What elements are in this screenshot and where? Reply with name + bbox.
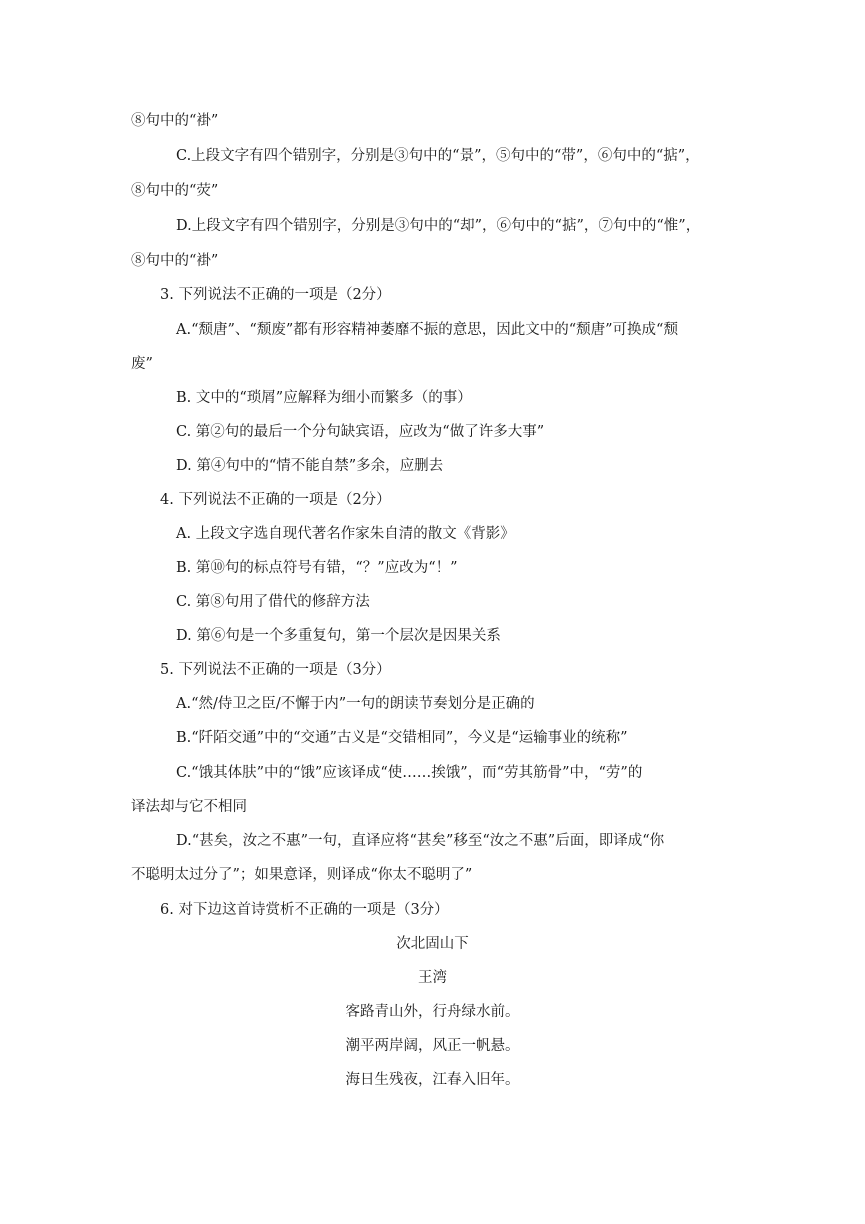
q5-option-c-line2: 译法却与它不相同 [131,799,247,815]
poem-verse: 客路青山外，行舟绿水前。 [345,1004,520,1020]
q5-option-a: A.“然/侍卫之臣/不懈于内”一句的朗读节奏划分是正确的 [176,696,535,712]
q4-option-c: C. 第⑧句用了借代的修辞方法 [176,594,370,610]
poem-author: 王湾 [418,970,447,986]
option-b-continuation: ⑧句中的“褂” [131,113,219,129]
q5-option-d-line1: D.“甚矣，汝之不惠”一句，直译应将“甚矣”移至“汝之不惠”后面，即译成“你 [176,833,665,849]
poem-title: 次北固山下 [396,936,469,952]
option-d-line2: ⑧句中的“褂” [131,253,219,269]
question-3-stem: 3. 下列说法不正确的一项是（2分） [160,287,391,303]
q5-option-d-line2: 不聪明太过分了”；如果意译，则译成“你太不聪明了” [131,867,473,883]
q4-option-a: A. 上段文字选自现代著名作家朱自清的散文《背影》 [176,526,515,542]
option-c-line2: ⑧句中的“荧” [131,183,219,199]
q5-option-b: B.“阡陌交通”中的“交通”古义是“交错相同”，今义是“运输事业的统称” [176,730,628,746]
q3-option-a-line2: 废” [131,356,153,372]
question-5-stem: 5. 下列说法不正确的一项是（3分） [160,662,391,678]
question-4-stem: 4. 下列说法不正确的一项是（2分） [160,492,391,508]
question-6-stem: 6. 对下边这首诗赏析不正确的一项是（3分） [160,902,449,918]
q3-option-d: D. 第④句中的“情不能自禁”多余，应删去 [176,458,444,474]
q3-option-c: C. 第②句的最后一个分句缺宾语，应改为“做了许多大事” [176,424,545,440]
q4-option-b: B. 第⑩句的标点符号有错，“？”应改为“！” [176,560,458,576]
q3-option-a-line1: A.“颓唐”、“颓废”都有形容精神萎靡不振的意思，因此文中的“颓唐”可换成“颓 [176,322,678,338]
q5-option-c-line1: C.“饿其体肤”中的“饿”应该译成“使……挨饿”，而“劳其筋骨”中，“劳”的 [176,765,643,781]
q3-option-b: B. 文中的“琐屑”应解释为细小而繁多（的事） [176,390,472,406]
q4-option-d: D. 第⑥句是一个多重复句，第一个层次是因果关系 [176,628,501,644]
poem-verse: 海日生残夜，江春入旧年。 [345,1072,520,1088]
option-c-line1: C.上段文字有四个错别字，分别是③句中的“景”，⑤句中的“带”，⑥句中的“掂”， [176,148,700,164]
option-d-line1: D.上段文字有四个错别字，分别是③句中的“却”，⑥句中的“掂”，⑦句中的“惟”， [176,218,701,234]
poem-verse: 潮平两岸阔，风正一帆悬。 [345,1038,520,1054]
